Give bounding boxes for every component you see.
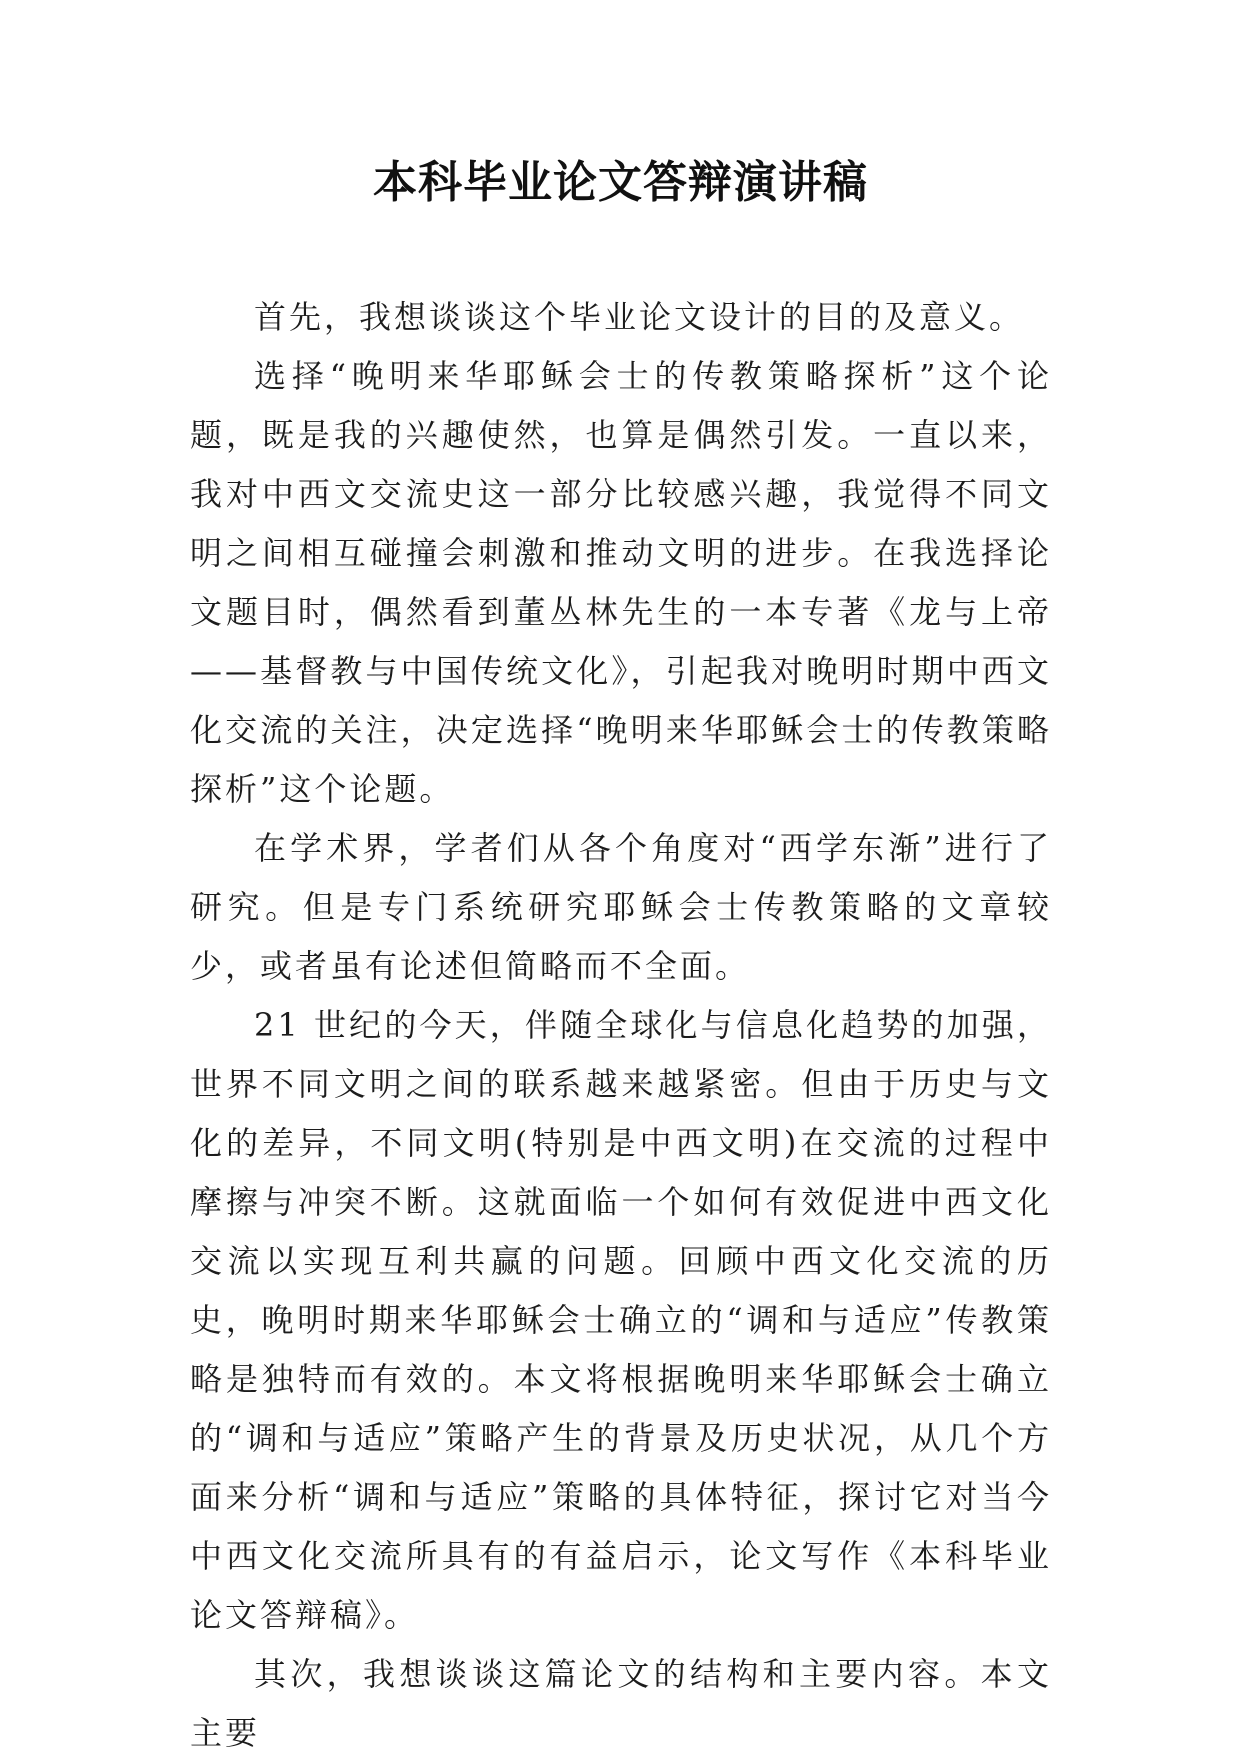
paragraph-academic-research: 在学术界，学者们从各个角度对“西学东渐”进行了研究。但是专门系统研究耶稣会士传教策略的文章较少，或者虽有论述但简略而不全面。: [190, 829, 1052, 985]
paragraph-topic-choice: 选择“晚明来华耶稣会士的传教策略探析”这个论题，既是我的兴趣使然，也算是偶然引发。一直以来，我对中西文交流史这一部分比较感兴趣，我觉得不同文明之间相互碰撞会刺激和推动文明的进步。在我选择论文题目时，偶然看到董丛林先生的一本专著《龙与上帝——基督教与中国传统文化》，引起我对晚明时期中西文化交流的关注，决定选择“晚明来华耶稣会士的传教策略探析”这个论题。: [190, 357, 1052, 808]
paragraph-significance: 21 世纪的今天，伴随全球化与信息化趋势的加强，世界不同文明之间的联系越来越紧密。但由于历史与文化的差异，不同文明(特别是中西文明)在交流的过程中摩擦与冲突不断。这就面临一个如何有效促进中西文化交流以实现互利共赢的问题。回顾中西文化交流的历史，晚明时期来华耶稣会士确立的“调和与适应”传教策略是独特而有效的。本文将根据晚明来华耶稣会士确立的“调和与适应”策略产生的背景及历史状况，从几个方面来分析“调和与适应”策略的具体特征，探讨它对当今中西文化交流所具有的有益启示，论文写作《本科毕业论文答辩稿》。: [190, 1006, 1052, 1634]
paragraph-structure-intro: 其次，我想谈谈这篇论文的结构和主要内容。本文主要: [190, 1655, 1052, 1752]
document-body: [190, 288, 1052, 1763]
document-title: 本科毕业论文答辩演讲稿: [373, 157, 868, 208]
paragraph-purpose-intro: 首先，我想谈谈这个毕业论文设计的目的及意义。: [254, 298, 1025, 336]
